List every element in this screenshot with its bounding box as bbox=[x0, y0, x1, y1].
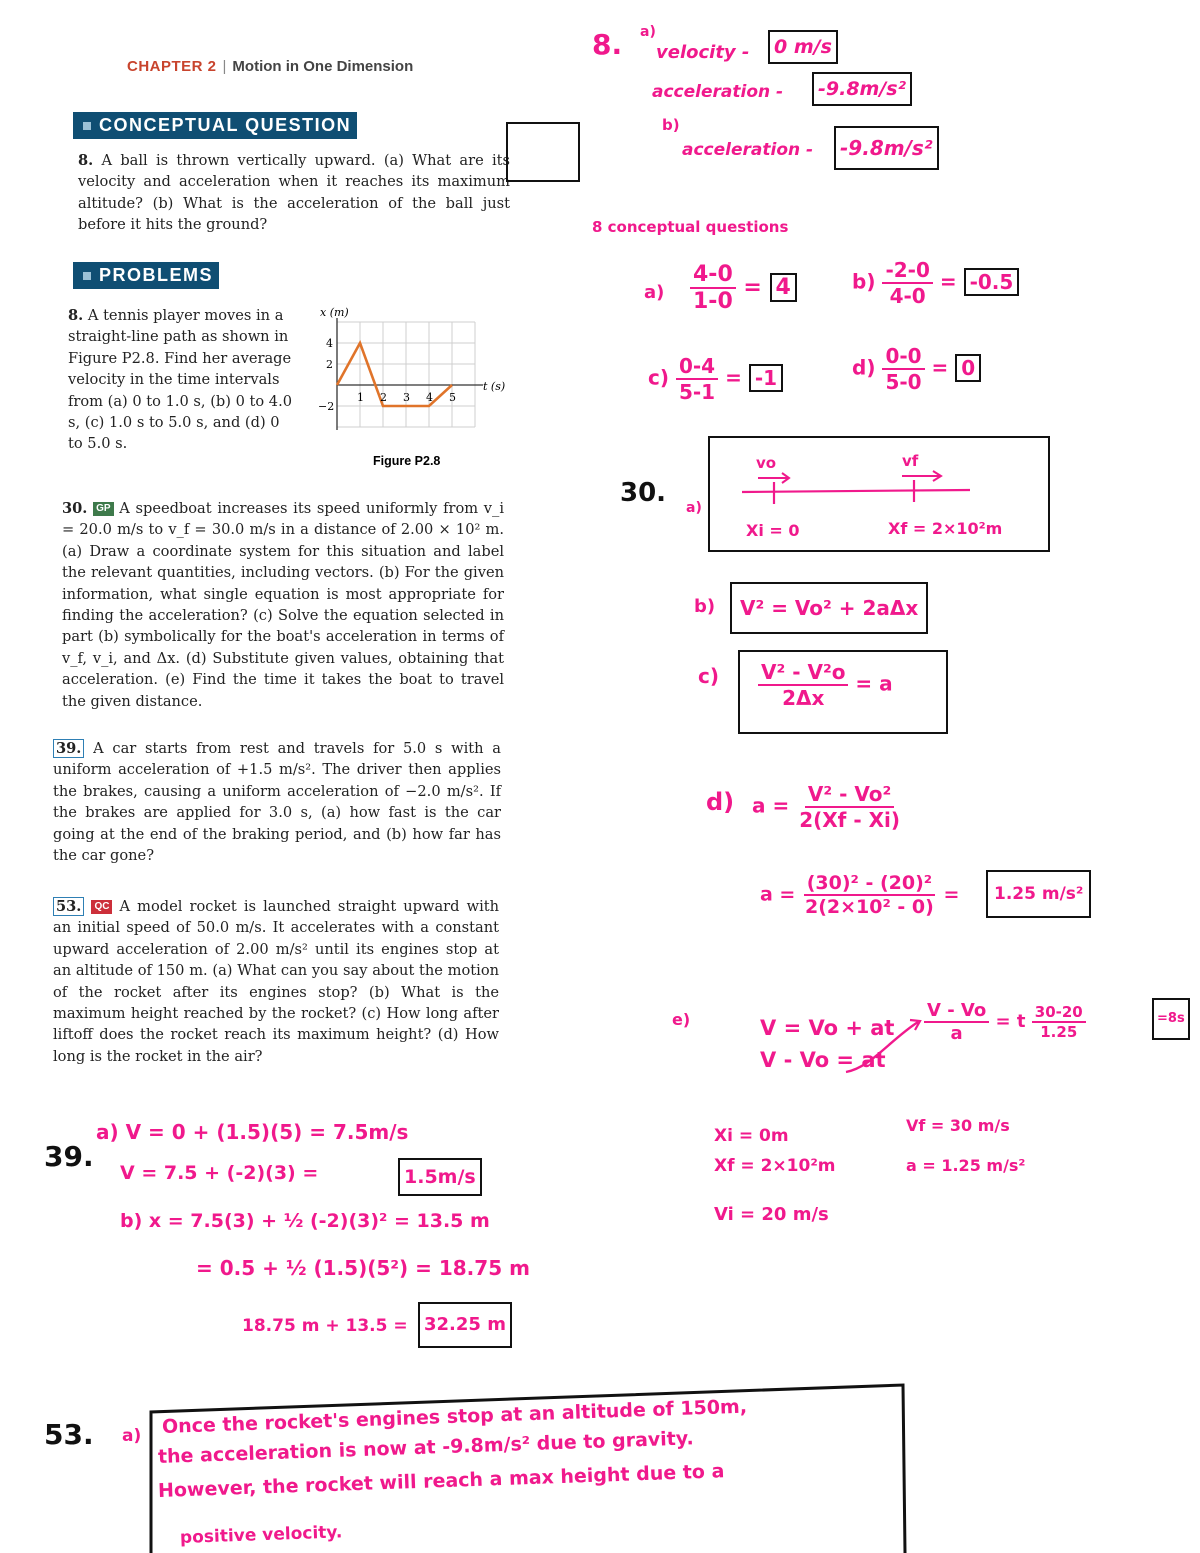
equals-sign: = bbox=[943, 883, 960, 906]
note-p53-a-text-1: Once the rocket's engines stop at an altitude of 150m, bbox=[161, 1395, 748, 1438]
problem-number: 30. bbox=[62, 500, 88, 517]
fraction-numerator: V - Vo bbox=[924, 1000, 989, 1023]
note-q8-acceleration-answer: -9.8m/s² bbox=[812, 72, 912, 106]
note-p53-a-text-3: However, the rocket will reach a max height due to a bbox=[157, 1460, 725, 1502]
answer-box: -0.5 bbox=[964, 268, 1020, 296]
section-conceptual-label: CONCEPTUAL QUESTION bbox=[99, 115, 352, 135]
note-p39-b-line1: b) x = 7.5(3) + ½ (-2)(3)² = 13.5 m bbox=[120, 1210, 490, 1232]
y-tick: −2 bbox=[318, 400, 335, 413]
note-q8-accel-b-answer: -9.8m/s² bbox=[834, 126, 939, 170]
problem-text: A model rocket is launched straight upward with an initial speed of 50.0 m/s. It accelerates with a constant upward acceleration of 2.00 m/s² until its engines stop at an altitude of 150 m. (a) What can you say about the motion of the rocket after its engines stop? (b) What is the maximum height reached by the rocket? (c) How long after liftoff does the rocket reach its maximum height? (d) How long is the rocket in the air? bbox=[53, 898, 499, 1065]
problem-30 bbox=[62, 498, 504, 712]
empty-answer-box bbox=[506, 122, 580, 182]
fraction-denominator: 5-0 bbox=[885, 370, 922, 394]
problem-text: A tennis player moves in a straight-line path as shown in Figure P2.8. Find her average velocity in the time intervals from (a) 0 to 1.0 s, (b) 0 to 4.0 s, (c) 1.0 s to 5.0 s, and (d) 0 to 5.0 s. bbox=[68, 307, 292, 453]
note-q8-acceleration: acceleration - bbox=[652, 82, 784, 102]
initial-velocity-label: vo bbox=[756, 454, 777, 472]
note-p39-a-line1: a) V = 0 + (1.5)(5) = 7.5m/s bbox=[96, 1120, 409, 1144]
chapter-number: CHAPTER 2 bbox=[127, 58, 217, 75]
fraction-denominator: 4-0 bbox=[889, 284, 926, 308]
x-tick: 1 bbox=[357, 391, 364, 404]
x-tick: 2 bbox=[380, 391, 387, 404]
y-tick: 4 bbox=[326, 337, 333, 350]
x-tick: 3 bbox=[403, 391, 410, 404]
fraction-denominator: 2(Xf - Xi) bbox=[799, 808, 901, 832]
final-position-label: Xf = 2×10²m bbox=[888, 519, 1003, 538]
note-p30-e-line2: V - Vo = at bbox=[760, 1048, 886, 1072]
position-curve bbox=[337, 343, 452, 406]
problem-text: A car starts from rest and travels for 5.0 s with a uniform acceleration of +1.5 m/s². The driver then applies the brakes, causing a uniform acceleration of −2.0 m/s². If the brakes are applied for 3.0 s, (a) how fast is the car going at the end of the braking period, and (b) how far has the car gone? bbox=[53, 740, 502, 865]
problem-53 bbox=[53, 896, 499, 1067]
note-p30-given-vf: Vf = 30 m/s bbox=[906, 1116, 1010, 1135]
fraction-numerator: 30-20 bbox=[1032, 1003, 1086, 1023]
square-bullet-icon bbox=[83, 272, 91, 280]
rhs: = a bbox=[855, 671, 893, 696]
question-8 bbox=[78, 150, 510, 236]
note-p53-a-text-4: positive velocity. bbox=[179, 1522, 343, 1548]
answer-box: -1 bbox=[749, 364, 783, 392]
x-tick: 5 bbox=[449, 391, 456, 404]
problem-number: 8. bbox=[68, 307, 84, 324]
note-p39-a-answer: 1.5m/s bbox=[398, 1158, 482, 1196]
note-p30-c-expression bbox=[758, 660, 893, 710]
figure-caption: Figure P2.8 bbox=[373, 454, 441, 468]
x-tick: 4 bbox=[426, 391, 433, 404]
note-p8-d-expression bbox=[852, 344, 981, 394]
fraction-numerator: V² - Vo² bbox=[805, 782, 894, 808]
problem-39 bbox=[53, 738, 501, 866]
problem-text: A speedboat increases its speed uniformly from v_i = 20.0 m/s to v_f = 30.0 m/s in a distance of 2.00 × 10² m. (a) Draw a coordinate system for this situation and label the relevant quantities, including vectors. (b) For the given information, what single equation is most appropriate for finding the acceleration? (c) Solve the equation selected in part (b) symbolically for the boat's acceleration in terms of v_f, v_i, and Δx. (d) Substitute given values, obtaining that acceleration. (e) Find the time it takes the boat to travel the given distance. bbox=[62, 500, 505, 710]
note-p8-a-expression bbox=[690, 262, 797, 314]
note-p8-a-mark: a) bbox=[644, 282, 665, 303]
equals-sign: = bbox=[939, 269, 957, 294]
note-p30-e-mark: e) bbox=[672, 1010, 691, 1029]
note-q8-velocity: velocity - bbox=[656, 42, 750, 63]
fraction-denominator: 1.25 bbox=[1040, 1023, 1078, 1041]
note-p30-d-substitution bbox=[760, 872, 959, 918]
note-q8-accel-b: acceleration - bbox=[682, 140, 814, 160]
question-number: 8. bbox=[78, 152, 94, 169]
header-separator: | bbox=[222, 58, 227, 75]
chapter-title: Motion in One Dimension bbox=[232, 58, 414, 75]
note-p30-given-xi: Xi = 0m bbox=[714, 1126, 789, 1146]
note-p30-coordinate-diagram bbox=[712, 440, 1042, 545]
equals-sign: = bbox=[931, 355, 949, 380]
quantitative-conceptual-badge: QC bbox=[91, 900, 112, 914]
note-p39-b-answer: 32.25 m bbox=[418, 1302, 512, 1348]
section-problems-label: PROBLEMS bbox=[99, 265, 214, 285]
equals-t: = t bbox=[995, 1011, 1026, 1032]
note-p39-label: 39. bbox=[44, 1140, 94, 1173]
fraction-numerator: 0-4 bbox=[676, 354, 718, 380]
part-mark: b) bbox=[852, 269, 876, 294]
note-p30-label: 30. bbox=[620, 478, 667, 508]
fraction-denominator: 5-1 bbox=[678, 380, 716, 404]
note-p53-a-mark: a) bbox=[122, 1426, 142, 1446]
note-p30-b-equation: V² = Vo² + 2aΔx bbox=[730, 582, 928, 634]
note-p30-d-mark: d) bbox=[706, 788, 735, 816]
y-axis-label: x (m) bbox=[320, 306, 349, 319]
part-mark: c) bbox=[648, 365, 669, 390]
fraction-denominator: 2(2×10² - 0) bbox=[804, 896, 934, 918]
section-conceptual bbox=[73, 112, 357, 139]
question-text: A ball is thrown vertically upward. (a) What are its velocity and acceleration when it reaches its maximum altitude? (b) What is the acceleration of the ball just before it hits the ground? bbox=[78, 152, 510, 234]
fraction-numerator: 0-0 bbox=[882, 344, 924, 370]
fraction-numerator: 4-0 bbox=[690, 262, 736, 289]
note-p39-b-line2: = 0.5 + ½ (1.5)(5²) = 18.75 m bbox=[196, 1256, 530, 1280]
note-p30-d-answer: 1.25 m/s² bbox=[986, 870, 1091, 918]
chapter-header bbox=[127, 58, 413, 75]
fraction-numerator: (30)² - (20)² bbox=[804, 872, 935, 896]
problem-8 bbox=[68, 305, 298, 455]
final-velocity-label: vf bbox=[902, 452, 919, 470]
note-p30-given-vi: Vi = 20 m/s bbox=[714, 1204, 829, 1225]
square-bullet-icon bbox=[83, 122, 91, 130]
problem-number: 39. bbox=[53, 739, 84, 758]
note-p53-a-text-2: the acceleration is now at -9.8m/s² due to gravity. bbox=[157, 1427, 695, 1468]
answer-box: 0 bbox=[955, 354, 981, 382]
fraction-numerator: V² - V²o bbox=[758, 660, 848, 686]
fraction-denominator: a bbox=[950, 1023, 963, 1044]
note-q8-b-mark: b) bbox=[662, 116, 680, 134]
equals-sign: = bbox=[725, 365, 742, 390]
y-tick: 2 bbox=[326, 358, 333, 371]
fraction-denominator: 2Δx bbox=[782, 686, 825, 710]
note-p8-c-expression bbox=[648, 354, 783, 404]
note-p53-label: 53. bbox=[44, 1418, 94, 1451]
initial-position-label: Xi = 0 bbox=[746, 521, 800, 540]
lhs: a = bbox=[760, 883, 796, 906]
part-mark: d) bbox=[852, 355, 876, 380]
note-p8-heading: 8 conceptual questions bbox=[592, 218, 789, 236]
note-q8-a-mark: a) bbox=[640, 24, 656, 40]
note-q8-velocity-answer: 0 m/s bbox=[768, 30, 838, 64]
note-p30-d-formula bbox=[752, 782, 903, 832]
note-p30-c-mark: c) bbox=[698, 664, 719, 688]
note-p30-a-mark: a) bbox=[686, 500, 702, 516]
fraction-numerator: -2-0 bbox=[882, 258, 932, 284]
note-p30-b-mark: b) bbox=[694, 596, 716, 617]
fraction-denominator: 1-0 bbox=[693, 289, 733, 314]
note-p39-b-line3: 18.75 m + 13.5 = bbox=[242, 1316, 408, 1336]
lhs: a = bbox=[752, 793, 790, 818]
note-p30-given-a: a = 1.25 m/s² bbox=[906, 1156, 1026, 1175]
note-p30-e-answer: =8s bbox=[1152, 998, 1190, 1040]
note-p8-b-expression bbox=[852, 258, 1019, 308]
guided-problem-badge: GP bbox=[93, 502, 113, 516]
x-axis-label: t (s) bbox=[483, 380, 506, 393]
figure-p2-8 bbox=[300, 300, 515, 480]
note-p30-given-xf: Xf = 2×10²m bbox=[714, 1156, 836, 1176]
note-p30-e-solve bbox=[924, 1000, 1086, 1044]
answer-box: 4 bbox=[770, 273, 797, 302]
equals-sign: = bbox=[743, 275, 762, 300]
note-p39-a-line2: V = 7.5 + (-2)(3) = bbox=[120, 1162, 319, 1184]
problem-number: 53. bbox=[53, 897, 84, 916]
note-q8-label: 8. bbox=[592, 28, 623, 61]
note-p30-e-line1: V = Vo + at bbox=[760, 1016, 895, 1040]
section-problems bbox=[73, 262, 219, 289]
